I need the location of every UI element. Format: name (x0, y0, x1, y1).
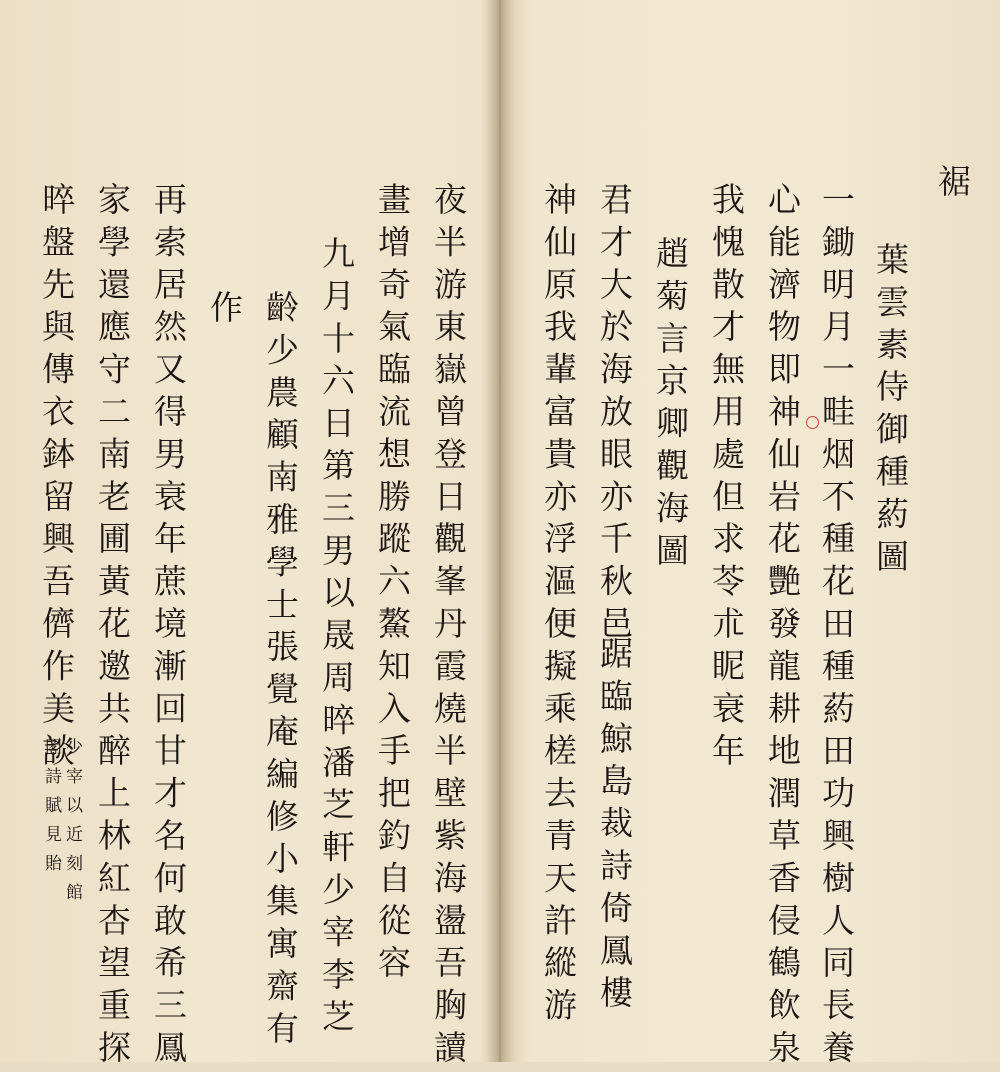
left-line-5: 作 (205, 290, 244, 333)
poem-2-line-1b: 踞臨鯨島裁詩倚鳳樓 (595, 636, 634, 1018)
left-line-6: 再索居然又得男衰年蔗境漸回甘才名何敢希三鳳 (149, 182, 188, 1072)
left-line-1: 夜半游東嶽曾登日觀峯丹霞燒半壁紫海盪吾胸讀 (429, 182, 468, 1072)
left-line-3: 九月十六日第三男以晟周晬潘芝軒少宰李芝 (317, 236, 356, 1042)
left-line-8: 晬盤先與傳衣鉢留興吾儕作美談 (37, 182, 76, 776)
poem-2-line-2: 神仙原我輩富貴亦浮漚便擬乘槎去青天許縱游 (539, 182, 578, 1030)
poem-title-2: 趙菊言京卿觀海圖 (651, 236, 690, 576)
annotation-b: 閣詩賦見貽 (41, 738, 61, 883)
poem-1-line-1: 一鋤明月一畦烟不種花田種葯田功興樹人同長養 (817, 182, 856, 1072)
poem-1-line-2: 心能濟物即神仙岩花艷發龍耕地潤草香侵鶴飲泉 (763, 182, 802, 1072)
red-circle-mark (806, 416, 819, 429)
left-line-4: 齡少農顧南雅學士張覺庵編修小集寓齋有 (261, 290, 300, 1054)
poem-1-line-3: 我愧散才無用處但求苓朮眤衰年 (707, 182, 746, 776)
annotation-a: 少宰以近刻館 (62, 738, 82, 912)
poem-2-line-1a: 君才大於海放眼亦千秋邑 (595, 182, 634, 649)
poem-title-1: 葉雲素侍御種葯圖 (871, 242, 910, 582)
left-line-2: 畫增奇氣臨流想勝蹤六鰲知入手把釣自從容 (373, 182, 412, 988)
running-head: 裾 (933, 164, 972, 207)
book-gutter (486, 0, 514, 1062)
left-line-7: 家學還應守二南老圃黃花邀共醉上林紅杏望重探 (93, 182, 132, 1072)
